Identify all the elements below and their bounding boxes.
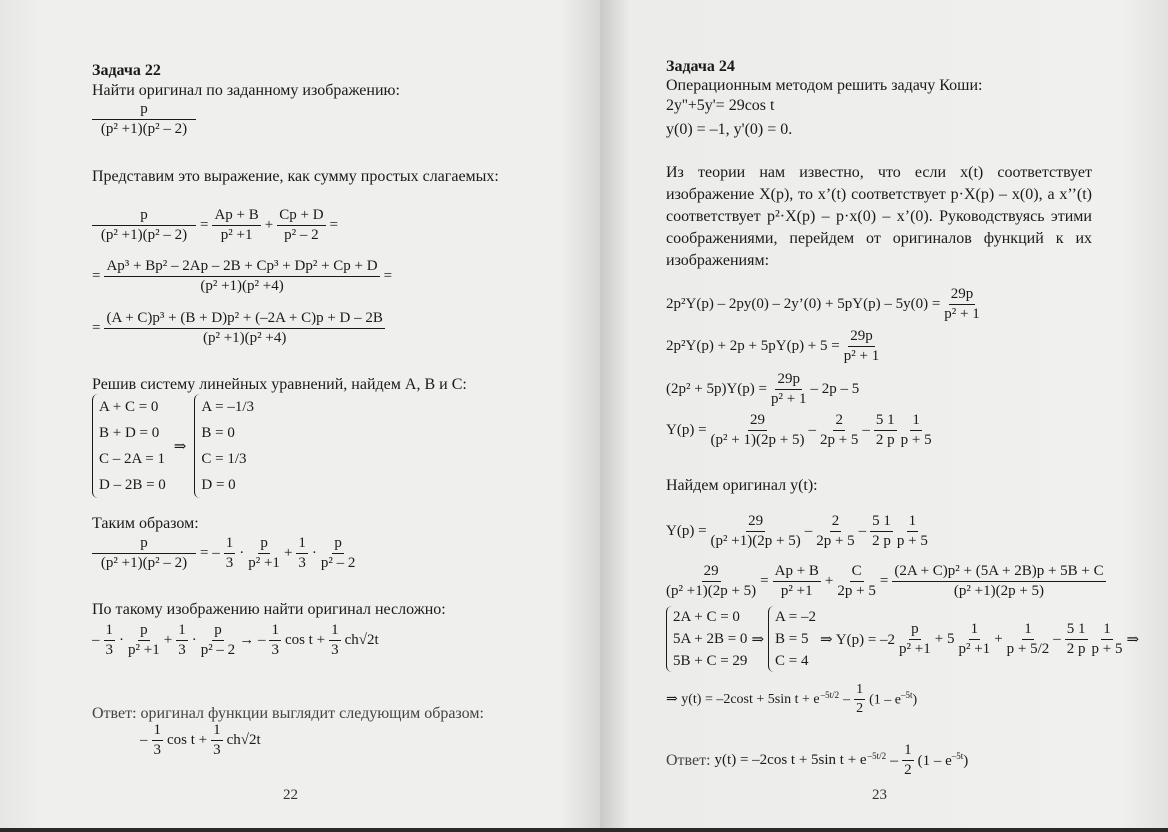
system-right-brace: A = –1/3 B = 0 C = 1/3 D = 0: [194, 394, 254, 498]
theory-paragraph: Из теории нам известно, что если x(t) соответствует изображение X(p), то x’(t) соответствует p·X(p) – x(0), а x’’(t) соответствует p²·X(p) – p·x(0) – x’(0). Руководствуясь этими соображениями, перейдем от оригиналов функций к их изображениям:: [666, 164, 1092, 269]
original-intro: По такому изображению найти оригинал несложно:: [92, 601, 446, 618]
equation-1: $\frac{p}{\text{(p² +1)(p² – 2)}}$ = $\frac{Ap + B}{\text{p² +1}}$ + $\frac{Cp + D}{\text{p² – 2}}$ =: [92, 207, 338, 244]
task-24-heading: Задача 24: [666, 58, 735, 75]
equation-2: = $\frac{\text{Ap³ + Bp² – 2Ap – 2B + Cp³ + Dp² + Cp + D}}{\text{(p² +1)(p² +4)}}$ =: [92, 258, 393, 294]
right-page: [600, 0, 1168, 828]
ode-equation: 2y''+5y'= 29cos t: [666, 97, 775, 114]
final-answer: Ответ: y(t) = –2cos t + 5sin t + e $^{-5t/2}$ – $\frac{1}{2}$ $(1 - e^{-5t})$: [666, 742, 969, 778]
linear-system: A + C = 0 B + D = 0 C – 2A = 1 D – 2B = 0 ⇒ A = –1/3 B = 0 C = 1/3 D = 0: [92, 394, 254, 498]
system-24-right: A = –2 B = 5 C = 4: [768, 606, 816, 672]
laplace-line-1: 2p²Y(p) – 2py(0) – 2y’(0) + 5pY(p) – 5y(0) = $\frac{29p}{\text{p² + 1}}$: [666, 286, 980, 322]
laplace-line-4: Y(p) = $\frac{29}{\text{(p² + 1)(2p + 5)}}$ – $\frac{2}{2p + 5}$ – $\frac{5 1}{2 p}$ $\frac{1}{p + 5}$: [666, 412, 932, 448]
solve-intro: Решив систему линейных уравнений, найдем A, B и C:: [92, 376, 467, 393]
task-22-heading: Задача 22: [92, 62, 161, 79]
answer-intro: Ответ: оригинал функции выглядит следующим образом:: [92, 705, 484, 722]
find-original-label: Найдем оригинал y(t):: [666, 477, 818, 494]
task-24-statement: Операционным методом решить задачу Коши:: [666, 77, 983, 94]
original-derivation: – $\frac{1}{3}$ · $\frac{p}{\text{p² +1}}$ + $\frac{1}{3}$ · $\frac{p}{\text{p² – 2}}$ → – $\frac{1}{3}$ cos t + $\frac{1}{3}$ ch√2t: [92, 622, 379, 658]
decompose-intro: Представим это выражение, как сумму простых слагаемых:: [92, 168, 499, 185]
given-image-fraction: $\frac{p}{\text{(p² +1)(p² – 2)}}$: [92, 101, 196, 138]
y-of-t-result: ⇒ y(t) = –2cost + 5sin t + e $^{-5t/2}$ – $\frac{1}{2}$ $(1 - e^{-5t})$: [666, 682, 918, 716]
system-left-brace: A + C = 0 B + D = 0 C – 2A = 1 D – 2B = 0: [92, 394, 166, 498]
page-number: 23: [872, 787, 887, 803]
laplace-line-3: (2p² + 5p)Y(p) = $\frac{29p}{\text{p² + 1}}$ – 2p – 5: [666, 371, 860, 407]
page-number: 22: [283, 787, 298, 803]
equation-3: = $\frac{\text{(A + C)p³ + (B + D)p² + (–2A + C)p + D – 2B}}{\text{(p² +1)(p² +4)}}$: [92, 310, 383, 346]
answer-formula: – $\frac{1}{3}$ cos t + $\frac{1}{3}$ ch√2t: [140, 722, 261, 758]
decomposition-result: $\frac{p}{\text{(p² +1)(p² – 2)}}$ = – $\frac{1}{3}$ · $\frac{p}{\text{p² +1}}$ + $\frac{1}{3}$ · $\frac{p}{\text{p² – 2}}$: [92, 535, 355, 572]
system-24-left: 2A + C = 0 5A + 2B = 0 5B + C = 29: [666, 606, 747, 672]
partial-fractions: $\frac{29}{\text{(p² +1)(2p + 5)}}$ = $\frac{Ap + B}{\text{p² +1}}$ + $\frac{C}{2p + 5}$ = $\frac{\text{(2A + C)p² + (5A + 2B)p + 5B + C}}{\text{(p² +1)(2p + 5)}}$: [666, 563, 1104, 599]
initial-conditions: y(0) = –1, y'(0) = 0.: [666, 121, 793, 138]
task-22-statement: Найти оригинал по заданному изображению:: [92, 82, 400, 99]
thus-label: Таким образом:: [92, 515, 199, 532]
y-of-p: Y(p) = $\frac{29}{\text{(p² +1)(2p + 5)}}$ – $\frac{2}{2p + 5}$ – $\frac{5 1}{2 p}$ $\frac{1}{p + 5}$: [666, 513, 928, 549]
system-solution: 2A + C = 0 5A + 2B = 0 5B + C = 29 ⇒ A = –2 B = 5 C = 4 ⇒ Y(p) = –2 $\frac{p}{\text{p² +1}}$ + 5 $\frac{1}{\text{p² +1}}$ + $\frac{1}{p + 5/2}$ – $\frac{5 1}{2 p}$ $\frac{1}{p + 5}$ ⇒: [666, 606, 1139, 672]
laplace-line-2: 2p²Y(p) + 2p + 5pY(p) + 5 = $\frac{29p}{\text{p² + 1}}$: [666, 328, 880, 364]
